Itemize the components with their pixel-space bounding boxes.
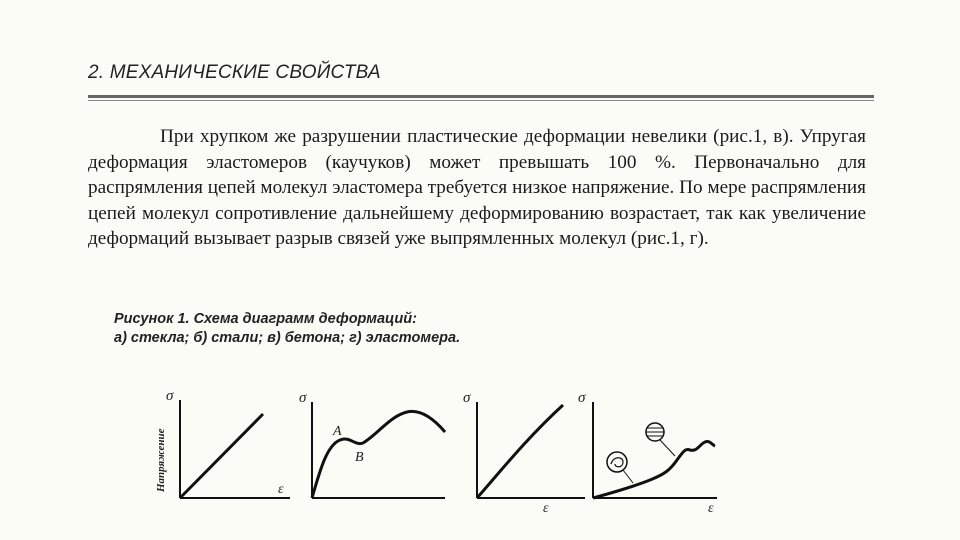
diagram-a-sigma: σ: [166, 388, 174, 404]
slide-title: 2. МЕХАНИЧЕСКИЕ СВОЙСТВА: [88, 62, 381, 83]
diagram-c-curve: [477, 405, 563, 498]
diagram-b-point-a: A: [333, 424, 342, 439]
deformation-diagrams-svg: [145, 380, 730, 515]
diagram-d-elastomer: [578, 390, 717, 515]
diagram-a-epsilon: ε: [278, 482, 284, 497]
deformation-diagrams-figure: [145, 380, 730, 520]
title-underline-thick: [88, 95, 874, 98]
body-paragraph: При хрупком же разрушении пластические деформации невелики (рис.1, в). Упругая деформация эластомеров (каучуков) может превышать 100 %. Первоначально для распрямления цепей молекул эластомера требуется низкое напряжение. По мере распрямления цепей молекул сопротивление дальнейшему деформированию возрастает, так как увеличение деформаций вызывает разрыв связей уже выпрямленных молекул (рис.1, г).: [88, 126, 866, 249]
caption-line-2: а) стекла; б) стали; в) бетона; г) эластомера.: [114, 330, 461, 346]
diagram-a-curve: [180, 414, 263, 498]
diagram-b-point-b: B: [355, 450, 364, 465]
coil-squiggle-icon: [611, 458, 623, 467]
title-underline-thin: [88, 100, 874, 101]
diagram-d-epsilon: ε: [708, 501, 714, 515]
caption-line-1: Рисунок 1. Схема диаграмм деформаций:: [114, 311, 417, 327]
y-axis-label: Напряжение: [155, 428, 167, 492]
diagram-d-sigma: σ: [578, 390, 586, 406]
stretched-pointer-line: [660, 440, 675, 456]
figure-caption: [114, 310, 460, 348]
diagram-a-glass: [155, 388, 290, 498]
diagram-b-curve: [312, 411, 445, 498]
coil-pointer-line: [623, 470, 633, 483]
coiled-molecule-icon: [607, 452, 627, 472]
diagram-c-sigma: σ: [463, 390, 471, 406]
diagram-c-concrete: [463, 390, 585, 515]
diagram-b-sigma: σ: [299, 390, 307, 406]
diagram-c-epsilon: ε: [543, 501, 549, 515]
diagram-b-steel: [299, 390, 445, 498]
